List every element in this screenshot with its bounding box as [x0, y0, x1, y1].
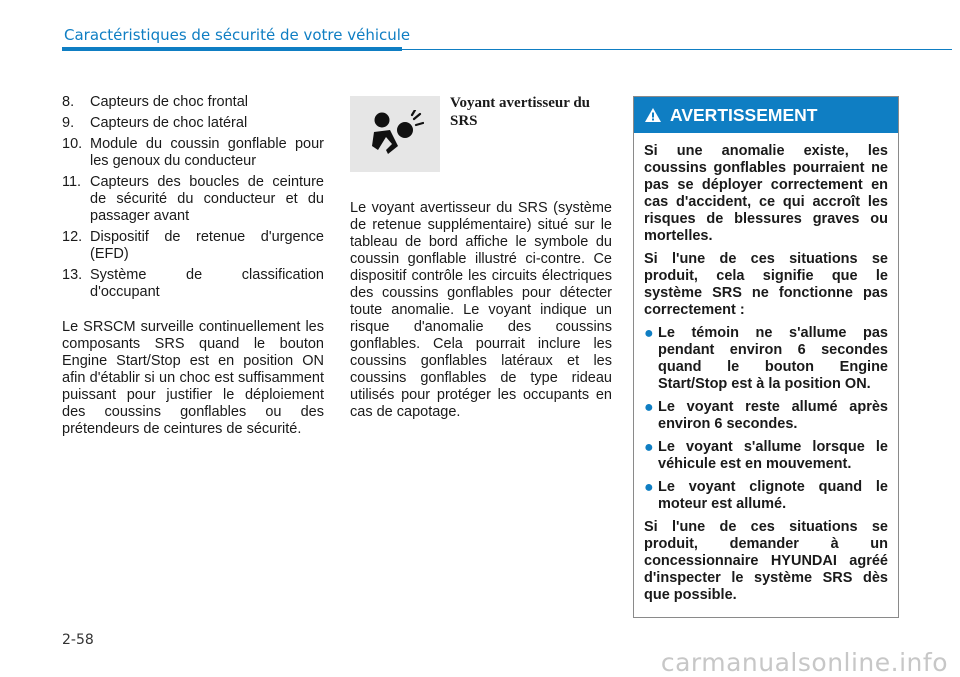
list-item: [62, 94, 324, 111]
bullet-text: Le voyant s'allume lorsque le véhicule est en mouvement.: [658, 439, 888, 472]
list-number: 11.: [62, 174, 82, 190]
page-number: 2-58: [62, 632, 94, 648]
list-number: 10.: [62, 136, 83, 152]
warning-header: [634, 97, 898, 133]
warning-body: [634, 133, 898, 604]
list-number: 12.: [62, 229, 83, 245]
bullet-text: Le témoin ne s'allume pas pendant environ 6 secondes quand le bouton Engine Start/Stop est à la position ON.: [658, 325, 888, 392]
airbag-warning-icon: [368, 110, 424, 160]
list-text: Système de classification d'occupant: [90, 267, 324, 300]
warning-box: [633, 96, 899, 618]
list-text: Capteurs des boucles de ceinture de sécurité du conducteur et du passager avant: [90, 174, 324, 224]
airbag-icon-box: [350, 96, 440, 172]
list-item: [62, 136, 324, 170]
left-column: [62, 94, 324, 438]
list-item: [62, 174, 324, 225]
list-text: Dispositif de retenue d'urgence (EFD): [90, 229, 324, 262]
bullet-dot: ●: [644, 325, 654, 342]
warning-conditions-intro: Si l'une de ces situations se produit, cela signifie que le système SRS ne fonctionne pas correctement :: [644, 251, 888, 318]
warning-bullet: [644, 325, 888, 393]
list-number: 8.: [62, 94, 75, 110]
warning-closing: Si l'une de ces situations se produit, demander à un concessionnaire HYUNDAI agréé d'inspecter le système SRS dès que possible.: [644, 519, 888, 603]
bullet-dot: ●: [644, 439, 654, 456]
list-text: Module du coussin gonflable pour les genoux du conducteur: [90, 136, 324, 169]
list-number: 9.: [62, 115, 75, 131]
section-title: Caractéristiques de sécurité de votre véhicule: [64, 26, 411, 44]
warning-triangle-icon: [644, 107, 662, 123]
srs-warning-heading: Voyant avertisseur du SRS: [450, 95, 591, 129]
warning-bullet: [644, 479, 888, 513]
watermark: carmanualsonline.info: [660, 648, 948, 677]
list-number: 13.: [62, 267, 83, 283]
warning-bullet: [644, 439, 888, 473]
bullet-dot: ●: [644, 479, 654, 496]
srscm-paragraph: Le SRSCM surveille continuellement les composants SRS quand le bouton Engine Start/Stop est en position ON afin d'établir si un choc est suffisamment puissant pour justifier le déploiement des coussins gonflables ou des prétendeurs de ceintures de sécurité.: [62, 319, 324, 437]
bullet-dot: ●: [644, 399, 654, 416]
bullet-text: Le voyant clignote quand le moteur est allumé.: [658, 479, 888, 512]
warning-bullet: [644, 399, 888, 433]
srs-warning-paragraph: Le voyant avertisseur du SRS (système de retenue supplémentaire) situé sur le tableau de bord affiche le symbole du coussin gonflable illustré ci-contre. Ce dispositif contrôle les circuits électriques des coussins gonflables pour détecter toute anomalie. Le voyant indique un risque d'anomalie des coussins gonflables. Cela pourrait inclure les coussins gonflables latéraux et les coussins gonflables de type rideau utilisés pour protéger les occupants en cas de capotage.: [350, 200, 612, 420]
list-item: [62, 267, 324, 301]
warning-title: AVERTISSEMENT: [670, 104, 818, 125]
list-text: Capteurs de choc latéral: [90, 115, 248, 131]
list-item: [62, 115, 324, 132]
bullet-text: Le voyant reste allumé après environ 6 secondes.: [658, 399, 888, 432]
list-item: [62, 229, 324, 263]
list-text: Capteurs de choc frontal: [90, 94, 248, 110]
header-rule-thin: [402, 49, 952, 50]
header-rule-thick: [62, 47, 402, 51]
warning-intro: Si une anomalie existe, les coussins gonflables pourraient ne pas se déployer correctement en cas d'accident, ce qui accroît les risques de blessures graves ou mortelles.: [644, 143, 888, 244]
